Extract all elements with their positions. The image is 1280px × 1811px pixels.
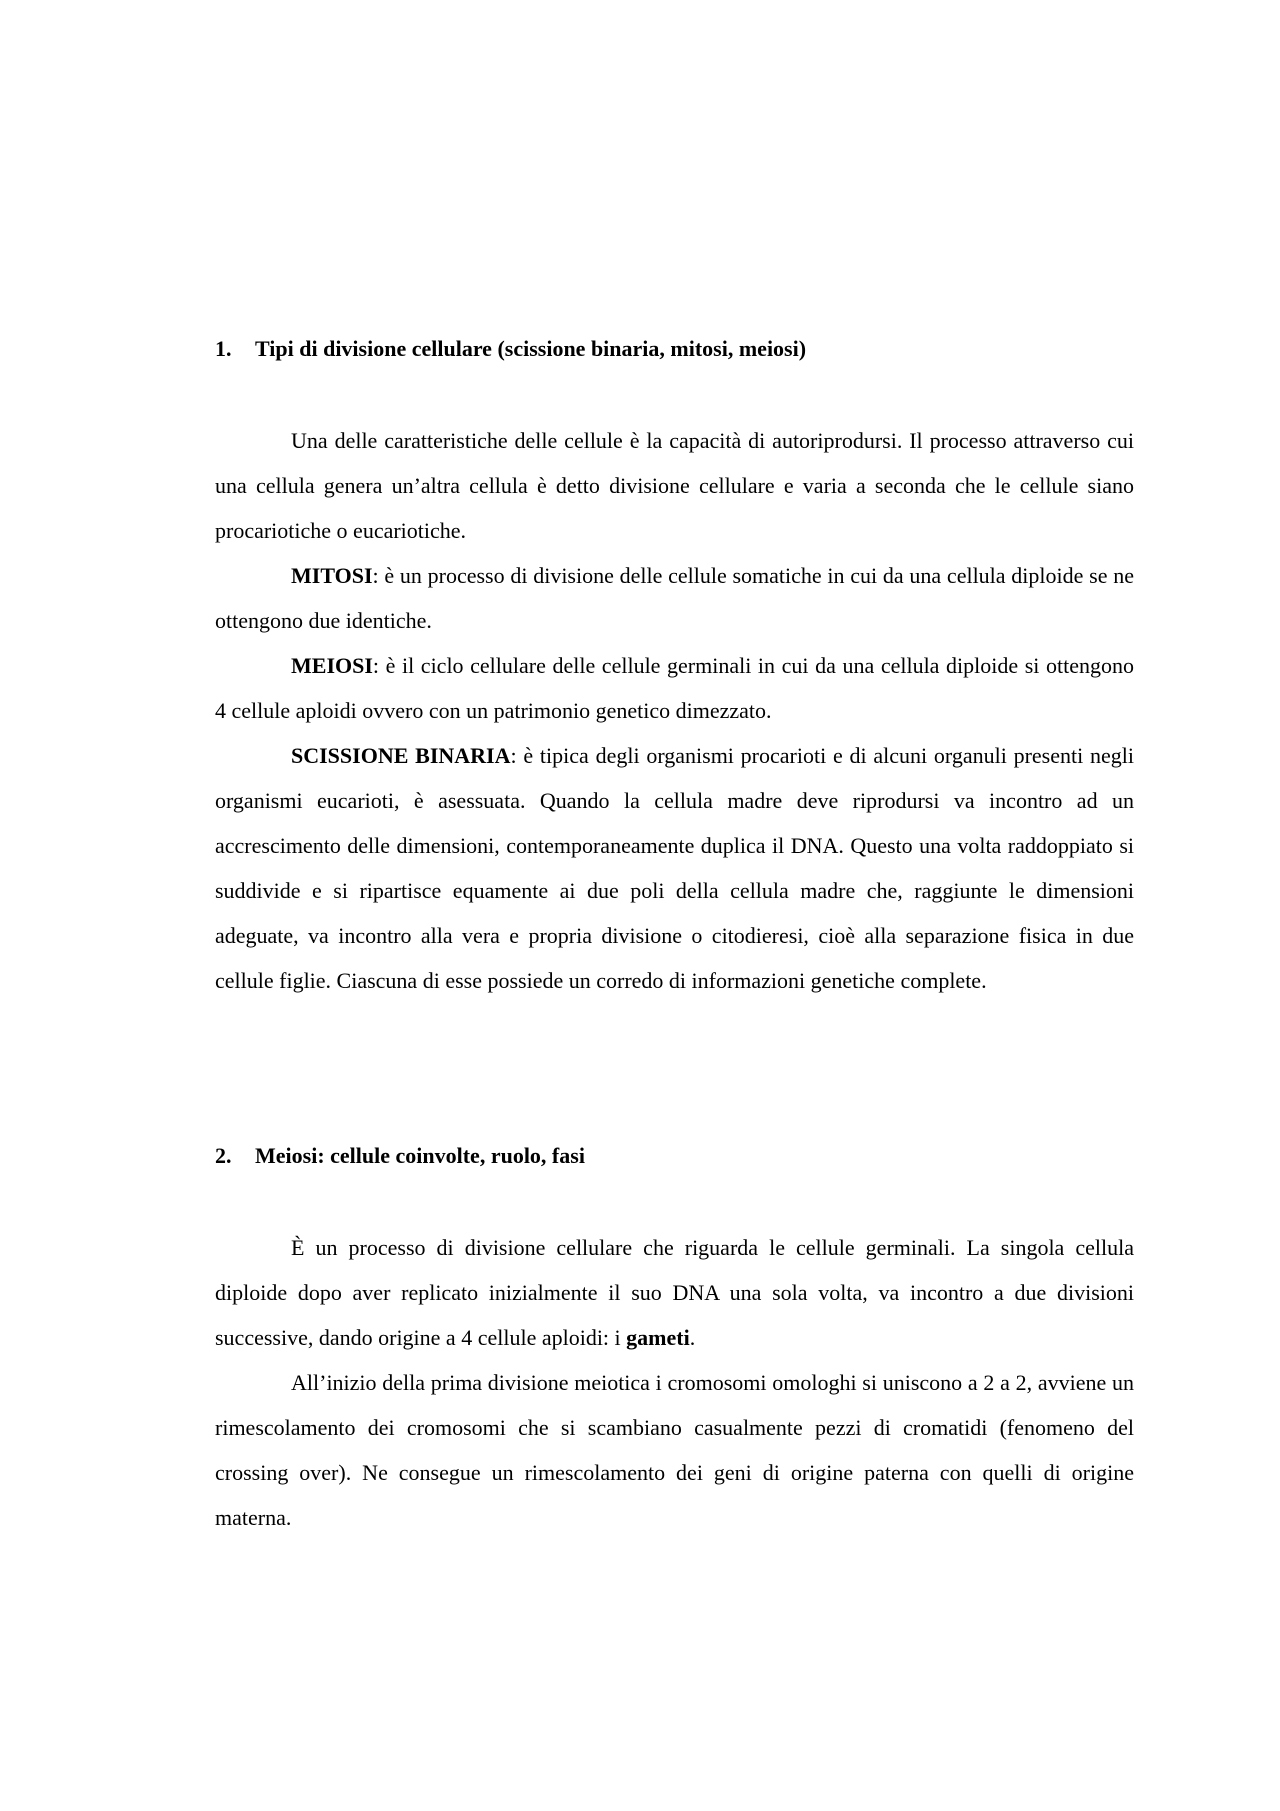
mitosi-term: MITOSI [291,563,373,588]
mitosi-paragraph [215,553,1134,643]
meiosi-term: MEIOSI [291,653,373,678]
section-1-number: 1. [215,336,232,361]
section-2-paragraph-1-text: È un processo di divisione cellulare che riguarda le cellule germinali. La singola cellula diploide dopo aver replicato inizialmente il suo DNA una sola volta, va incontro a due divisioni successive, dando origine a 4 cellule aploidi: i [215,1235,1134,1350]
scissione-term: SCISSIONE BINARIA [291,743,511,768]
gameti-term: gameti [626,1325,690,1350]
section-1-heading [215,334,1135,364]
meiosi-definition: : è il ciclo cellulare delle cellule germinali in cui da una cellula diploide si ottengono 4 cellule aploidi ovvero con un patrimonio genetico dimezzato. [215,653,1134,723]
scissione-definition: : è tipica degli organismi procarioti e di alcuni organuli presenti negli organismi eucarioti, è asessuata. Quando la cellula madre deve riprodursi va incontro ad un accrescimento delle dimensioni, contemporaneamente duplica il DNA. Questo una volta raddoppiato si suddivide e si ripartisce equamente ai due poli della cellula madre che, raggiunte le dimensioni adeguate, va incontro alla vera e propria divisione o citodieresi, cioè alla separazione fisica in due cellule figlie. Ciascuna di esse possiede un corredo di informazioni genetiche complete. [215,743,1134,993]
section-2-heading [215,1141,1135,1171]
section-2-paragraph-2: All’inizio della prima divisione meiotica i cromosomi omologhi si uniscono a 2 a 2, avviene un rimescolamento dei cromosomi che si scambiano casualmente pezzi di cromatidi (fenomeno del crossing over). Ne consegue un rimescolamento dei geni di origine paterna con quelli di origine materna. [215,1370,1134,1530]
section-2-paragraph-1 [215,1225,1134,1360]
scissione-paragraph [215,733,1134,1003]
section-1-title: Tipi di divisione cellulare (scissione binaria, mitosi, meiosi) [255,336,807,361]
section-1-intro-paragraph: Una delle caratteristiche delle cellule è la capacità di autoriprodursi. Il processo attraverso cui una cellula genera un’altra cellula è detto divisione cellulare e varia a seconda che le cellule siano procariotiche o eucariotiche. [215,428,1134,543]
section-2-title: Meiosi: cellule coinvolte, ruolo, fasi [255,1143,585,1168]
section-2-paragraph-1-end: . [689,1325,696,1350]
mitosi-definition: : è un processo di divisione delle cellule somatiche in cui da una cellula diploide se ne ottengono due identiche. [215,563,1134,633]
meiosi-paragraph [215,643,1134,733]
section-2-number: 2. [215,1143,232,1168]
